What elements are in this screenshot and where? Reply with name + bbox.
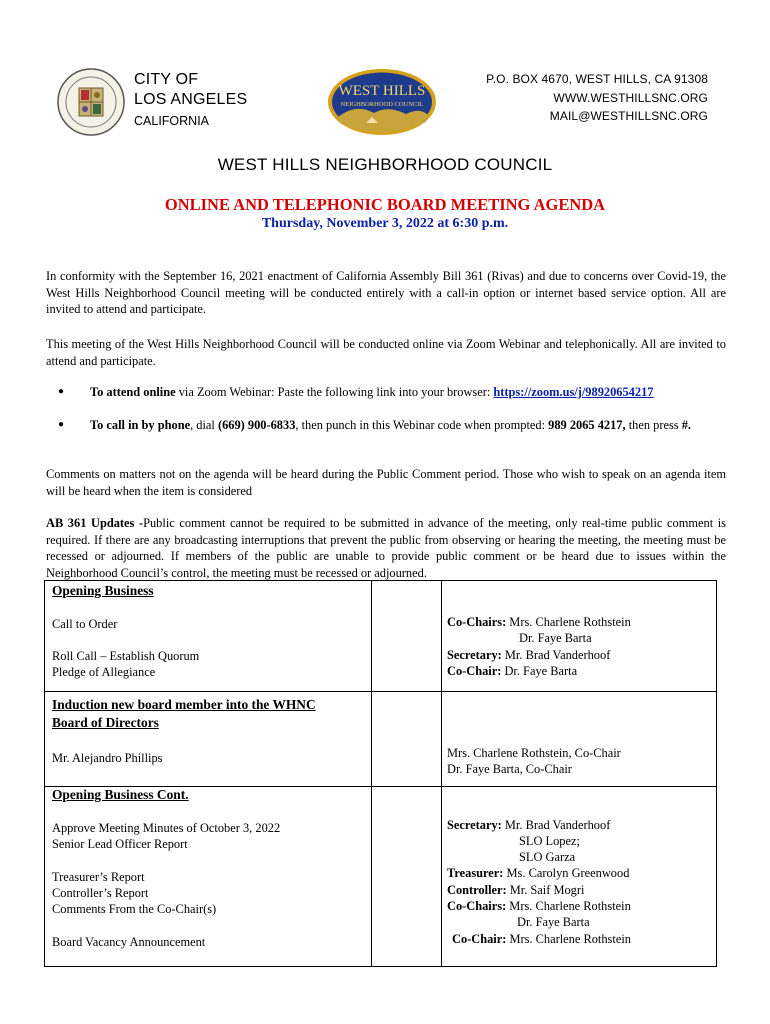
org-title: WEST HILLS NEIGHBORHOOD COUNCIL xyxy=(217,155,553,174)
table-divider xyxy=(441,581,442,966)
ab361-label: AB 361 Updates - xyxy=(46,516,144,530)
agenda-item: Call to Order xyxy=(52,617,118,631)
public-comment-paragraph: Comments on matters not on the agenda will be heard during the Public Comment period. Those who wish to speak on an agenda item will be heard when the item is considered xyxy=(46,467,726,498)
city-line-1: CITY OF xyxy=(134,71,199,88)
agenda-item: Pledge of Allegiance xyxy=(52,665,156,679)
call-in-label: To call in by phone xyxy=(90,418,191,432)
role-label: Co-Chair: xyxy=(452,932,507,946)
bullet-icon: ● xyxy=(58,386,65,397)
role-label: Co-Chairs: xyxy=(447,615,507,629)
logo-title: WEST HILLS xyxy=(338,83,426,99)
meeting-format-paragraph: This meeting of the West Hills Neighborhood Council will be conducted online via Zoom Webinar and telephonically. All are invited to attend and participate. xyxy=(46,337,726,368)
presenter-name: Mr. Saif Mogri xyxy=(506,883,585,897)
presenter xyxy=(447,614,631,631)
agenda-item: Board Vacancy Announcement xyxy=(52,935,206,949)
city-line-3: CALIFORNIA xyxy=(134,114,210,128)
presenter-name: SLO Garza xyxy=(519,850,576,864)
presenter-name: Mr. Brad Vanderhoof xyxy=(501,818,611,832)
agenda-item: Approve Meeting Minutes of October 3, 2022 xyxy=(52,821,281,835)
role-label: Co-Chair: xyxy=(447,664,502,678)
role-label: Co-Chairs: xyxy=(447,899,507,913)
agenda-item: Senior Lead Officer Report xyxy=(52,837,188,851)
presenter-name: Dr. Faye Barta xyxy=(517,915,590,929)
presenter xyxy=(447,817,610,834)
logo-subtitle: NEIGHBORHOOD COUNCIL xyxy=(340,101,424,108)
presenter xyxy=(447,647,610,664)
presenter-name: Mrs. Charlene Rothstein xyxy=(506,615,631,629)
role-label: Secretary: xyxy=(447,648,502,662)
presenter-name: SLO Lopez; xyxy=(519,834,580,848)
email-link[interactable]: MAIL@WESTHILLSNC.ORG xyxy=(549,109,708,123)
conformity-paragraph: In conformity with the September 16, 2021 enactment of California Assembly Bill 361 (Rivas) and due to concerns over Covid-19, the West Hills Neighborhood Council meeting will be conducted entirely with a call-in option or internet based service option. All are invited to attend and participate. xyxy=(46,269,726,316)
city-name-block xyxy=(134,70,247,131)
agenda-item: Treasurer’s Report xyxy=(52,870,145,884)
presenter xyxy=(447,865,629,882)
presenter-name: Dr. Faye Barta xyxy=(501,664,578,678)
presenter xyxy=(447,882,584,899)
ab361-text: Public comment cannot be required to be submitted in advance of the meeting, only real-time public comment is required. If there are any broadcasting interruptions that prevent the public from observing or hearing the meeting, the meeting must be recessed or adjourned. If members of the public are unable to provide public comment or be heard due to issues within the Neighborhood Council’s control, the meeting must be recessed or adjourned. xyxy=(46,516,727,580)
contact-block xyxy=(486,70,708,126)
zoom-link[interactable]: https://zoom.us/j/98920654217 xyxy=(493,385,654,399)
call-in-text-2: , then punch in this Webinar code when prompted: xyxy=(295,418,549,432)
agenda-item: Controller’s Report xyxy=(52,886,149,900)
section-heading: Opening Business Cont. xyxy=(52,787,189,802)
website-link[interactable]: WWW.WESTHILLSNC.ORG xyxy=(553,90,708,105)
section-heading: Opening Business xyxy=(52,583,154,598)
presenter-name: Ms. Carolyn Greenwood xyxy=(503,866,630,880)
role-label: Controller: xyxy=(447,883,507,897)
call-in-bullet xyxy=(58,417,726,434)
presenter-name: Dr. Faye Barta, Co-Chair xyxy=(447,762,572,776)
press-key: #. xyxy=(681,418,691,432)
mailing-address: P.O. BOX 4670, WEST HILLS, CA 91308 xyxy=(486,72,708,86)
city-seal-logo xyxy=(57,68,125,136)
presenter-name: Mrs. Charlene Rothstein xyxy=(506,932,631,946)
presenter xyxy=(447,898,631,915)
presenter xyxy=(447,663,577,680)
role-label: Treasurer: xyxy=(447,866,504,880)
section-heading: Induction new board member into the WHNC xyxy=(52,697,316,712)
presenter-name: Dr. Faye Barta xyxy=(519,631,592,645)
table-divider xyxy=(371,581,372,966)
attend-online-text: via Zoom Webinar: Paste the following link into your browser: xyxy=(175,385,494,399)
agenda-title: ONLINE AND TELEPHONIC BOARD MEETING AGENDA xyxy=(164,195,606,214)
presenter-name: Mrs. Charlene Rothstein, Co-Chair xyxy=(447,746,621,760)
city-line-2: LOS ANGELES xyxy=(134,91,248,108)
presenter-name: Mrs. Charlene Rothstein xyxy=(506,899,631,913)
west-hills-nc-logo xyxy=(326,67,438,137)
presenter-name: Mr. Brad Vanderhoof xyxy=(501,648,611,662)
webinar-code: 989 2065 4217, xyxy=(548,418,626,432)
bullet-icon: ● xyxy=(58,419,65,430)
presenter xyxy=(452,931,631,948)
agenda-item: Comments From the Co-Chair(s) xyxy=(52,902,217,916)
ab361-paragraph xyxy=(46,515,726,581)
role-label: Secretary: xyxy=(447,818,502,832)
agenda-table xyxy=(44,580,717,967)
agenda-item: Roll Call – Establish Quorum xyxy=(52,649,200,663)
attend-online-bullet xyxy=(58,384,726,401)
table-divider xyxy=(45,691,716,692)
call-in-text-1: , dial xyxy=(190,418,218,432)
agenda-item: Mr. Alejandro Phillips xyxy=(52,751,163,765)
call-in-text-3: then press xyxy=(625,418,682,432)
attend-online-label: To attend online xyxy=(90,385,176,399)
phone-number: (669) 900-6833 xyxy=(217,418,296,432)
meeting-date: Thursday, November 3, 2022 at 6:30 p.m. xyxy=(261,216,509,231)
section-heading: Board of Directors xyxy=(52,715,159,730)
